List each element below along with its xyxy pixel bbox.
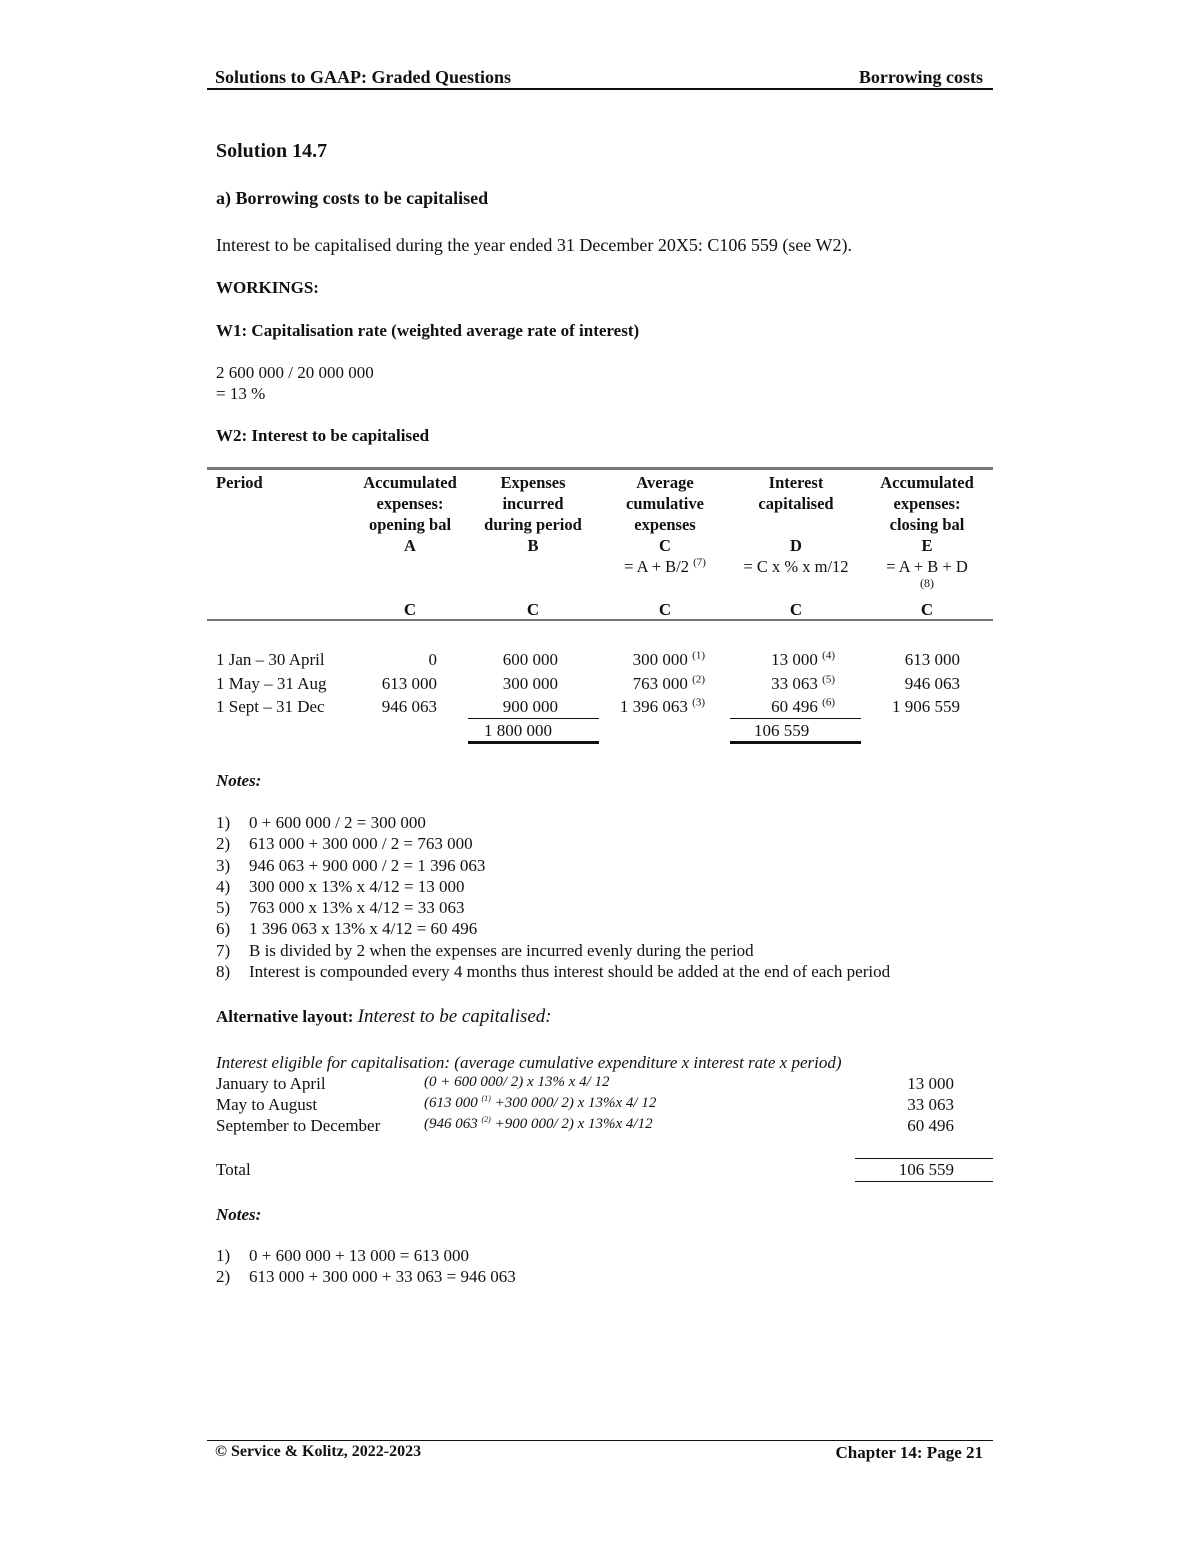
row-a: 613 000 xyxy=(381,674,437,693)
unit-a: C xyxy=(403,600,417,619)
list-item: 4) 300 000 x 13% x 4/12 = 13 000 xyxy=(216,876,465,896)
total-rule-d xyxy=(730,741,861,744)
alt-total-amount: 106 559 xyxy=(898,1160,954,1179)
unit-e: C xyxy=(920,600,934,619)
alt-period: January to April xyxy=(216,1074,326,1093)
notes-list-2 xyxy=(216,1246,516,1289)
alternative-label: Alternative layout: xyxy=(216,1007,354,1026)
alt-amount: 60 496 xyxy=(907,1116,954,1135)
footer-left: © Service & Kolitz, 2022-2023 xyxy=(215,1443,422,1460)
alt-amount: 13 000 xyxy=(907,1074,954,1093)
row-period: 1 Sept – 31 Dec xyxy=(216,697,325,716)
row-c: 300 000 $^{(1)}$ xyxy=(632,649,705,669)
unit-d: C xyxy=(789,600,803,619)
w2-heading: W2: Interest to be capitalised xyxy=(216,426,430,445)
row-d: 33 063 $^{(5)}$ xyxy=(771,673,835,693)
formula-e: = A + B + D xyxy=(886,557,968,576)
table-top-rule xyxy=(207,467,993,470)
list-item: 5) 763 000 x 13% x 4/12 = 33 063 xyxy=(216,898,465,918)
row-c: 1 396 063 $^{(3)}$ xyxy=(619,696,705,716)
alternative-subheading: Interest eligible for capitalisation: (average cumulative expenditure x interest rate x period) xyxy=(216,1053,842,1072)
list-item: 3) 946 063 + 900 000 / 2 = 1 396 063 xyxy=(216,855,486,875)
header-left: Solutions to GAAP: Graded Questions xyxy=(215,67,512,87)
alt-period: May to August xyxy=(216,1095,318,1114)
col-header-closing: Accumulated expenses: closing bal E = A + B + D (8) xyxy=(862,472,992,589)
page-footer xyxy=(207,1440,993,1465)
alt-total-bottom-rule xyxy=(855,1181,993,1182)
row-b: 900 000 xyxy=(502,697,558,716)
row-b: 300 000 xyxy=(502,674,558,693)
row-a: 0 xyxy=(428,650,437,669)
list-item: 2) 613 000 + 300 000 / 2 = 763 000 xyxy=(216,834,473,854)
w1-heading: W1: Capitalisation rate (weighted average rate of interest) xyxy=(216,321,640,340)
alternative-title: Interest to be capitalised: xyxy=(357,1006,552,1027)
row-period: 1 May – 31 Aug xyxy=(216,674,327,693)
header-right: Borrowing costs xyxy=(858,67,983,87)
formula-d: = C x % x m/12 xyxy=(743,557,849,576)
unit-c: C xyxy=(658,600,672,619)
unit-b: C xyxy=(526,600,540,619)
row-e: 1 906 559 xyxy=(892,697,960,716)
total-d: 106 559 xyxy=(754,721,810,740)
list-item: 2) 613 000 + 300 000 + 33 063 = 946 063 xyxy=(216,1267,516,1287)
section-a-heading: a) Borrowing costs to be capitalised xyxy=(216,188,489,208)
row-e: 946 063 xyxy=(904,674,960,693)
footer-right: Chapter 14: Page 21 xyxy=(835,1443,983,1462)
workings-label: WORKINGS: xyxy=(216,278,319,297)
alt-calc: (0 + 600 000/ 2) x 13% x 4/ 12 xyxy=(424,1074,610,1090)
col-header-period: Period xyxy=(216,473,263,492)
list-item: 1) 0 + 600 000 + 13 000 = 613 000 xyxy=(216,1246,470,1265)
alt-period: September to December xyxy=(216,1116,381,1135)
list-item: 7) B is divided by 2 when the expenses are incurred evenly during the period xyxy=(216,940,754,960)
row-c: 763 000 $^{(2)}$ xyxy=(632,673,705,693)
note-ref-8: (8) xyxy=(920,576,934,590)
row-period: 1 Jan – 30 April xyxy=(216,650,325,669)
alternative-heading xyxy=(216,1006,552,1028)
row-b: 600 000 xyxy=(502,650,558,669)
list-item: 1) 0 + 600 000 / 2 = 300 000 xyxy=(216,813,426,832)
subtotal-rule-b xyxy=(468,718,599,719)
alt-calc: (613 000 $^{(1)}$ +300 000/ 2) x 13%x 4/ 12 xyxy=(424,1094,657,1111)
col-header-expenses: Expenses incurred during period B xyxy=(484,473,582,555)
page-header xyxy=(207,66,993,90)
w1-line-1: 2 600 000 / 20 000 000 xyxy=(216,363,374,382)
list-item: 6) 1 396 063 x 13% x 4/12 = 60 496 xyxy=(216,919,478,939)
w1-line-2: = 13 % xyxy=(216,384,266,403)
solution-title: Solution 14.7 xyxy=(216,140,328,162)
row-d: 60 496 $^{(6)}$ xyxy=(771,696,835,716)
row-e: 613 000 xyxy=(904,650,960,669)
alt-amount: 33 063 xyxy=(907,1095,954,1114)
row-d: 13 000 $^{(4)}$ xyxy=(771,649,835,669)
notes-list xyxy=(216,813,890,983)
list-item: 8) Interest is compounded every 4 months thus interest should be added at the end of each period xyxy=(216,962,891,982)
total-rule-b xyxy=(468,741,599,744)
notes-heading-2: Notes: xyxy=(216,1205,262,1224)
col-header-average: Average cumulative expenses C = A + B/2 $^{(7)}$ xyxy=(624,473,706,576)
notes-heading: Notes: xyxy=(216,771,262,790)
total-b: 1 800 000 xyxy=(484,721,552,740)
table-header-rule xyxy=(207,619,993,621)
formula-c: = A + B/2 xyxy=(624,557,689,576)
col-header-opening: Accumulated expenses: opening bal A xyxy=(363,473,457,555)
section-a-text: Interest to be capitalised during the year ended 31 December 20X5: C106 559 (see W2). xyxy=(216,235,852,255)
alt-total-label: Total xyxy=(216,1160,251,1179)
alt-total-top-rule xyxy=(855,1158,993,1159)
subtotal-rule-d xyxy=(730,718,861,719)
note-ref-7: (7) xyxy=(693,556,706,569)
alt-calc: (946 063 $^{(2)}$ +900 000/ 2) x 13%x 4/12 xyxy=(424,1115,653,1132)
col-header-interest: Interest capitalised D = C x % x m/12 xyxy=(730,472,862,577)
row-a: 946 063 xyxy=(381,697,437,716)
